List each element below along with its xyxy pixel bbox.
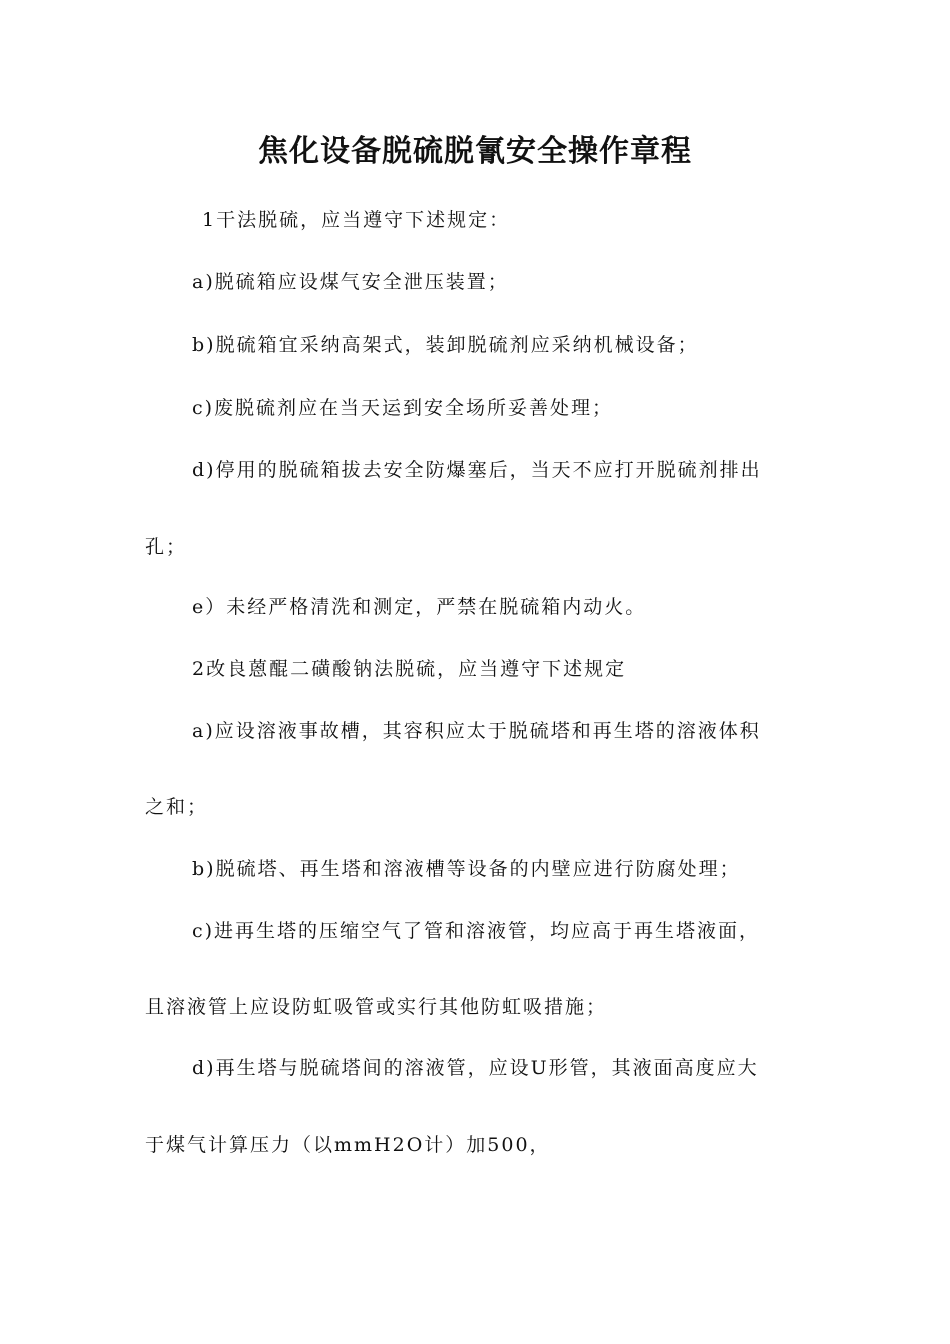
paragraph-line-14: d)再生塔与脱硫塔间的溶液管，应设U形管，其液面高度应大 [192,1057,759,1079]
paragraph-line-9: a)应设溶液事故槽，其容积应太于脱硫塔和再生塔的溶液体积 [192,720,761,742]
paragraph-line-6: 孔； [145,536,188,558]
paragraph-line-10: 之和； [145,796,209,818]
paragraph-line-4: c)废脱硫剂应在当天运到安全场所妥善处理； [192,397,614,419]
paragraph-line-13: 且溶液管上应设防虹吸管或实行其他防虹吸措施； [145,996,608,1018]
paragraph-line-5: d)停用的脱硫箱拔去安全防爆塞后，当天不应打开脱硫剂排出 [192,459,762,481]
paragraph-line-15: 于煤气计算压力（以mmH2O计）加500， [145,1134,551,1156]
paragraph-line-11: b)脱硫塔、再生塔和溶液槽等设备的内壁应进行防腐处理； [192,858,741,880]
paragraph-line-12: c)进再生塔的压缩空气了管和溶液管，均应高于再生塔液面， [192,920,761,942]
paragraph-line-2: a)脱硫箱应设煤气安全泄压装置； [192,271,509,293]
paragraph-line-1: 1干法脱硫，应当遵守下述规定： [202,209,511,231]
paragraph-line-8: 2改良蒽醌二磺酸钠法脱硫，应当遵守下述规定 [192,658,627,680]
paragraph-line-7: e）未经严格清洗和测定，严禁在脱硫箱内动火。 [192,596,647,618]
document-title: 焦化设备脱硫脱氰安全操作章程 [258,134,692,169]
paragraph-line-3: b)脱硫箱宜采纳高架式，装卸脱硫剂应采纳机械设备； [192,334,699,356]
